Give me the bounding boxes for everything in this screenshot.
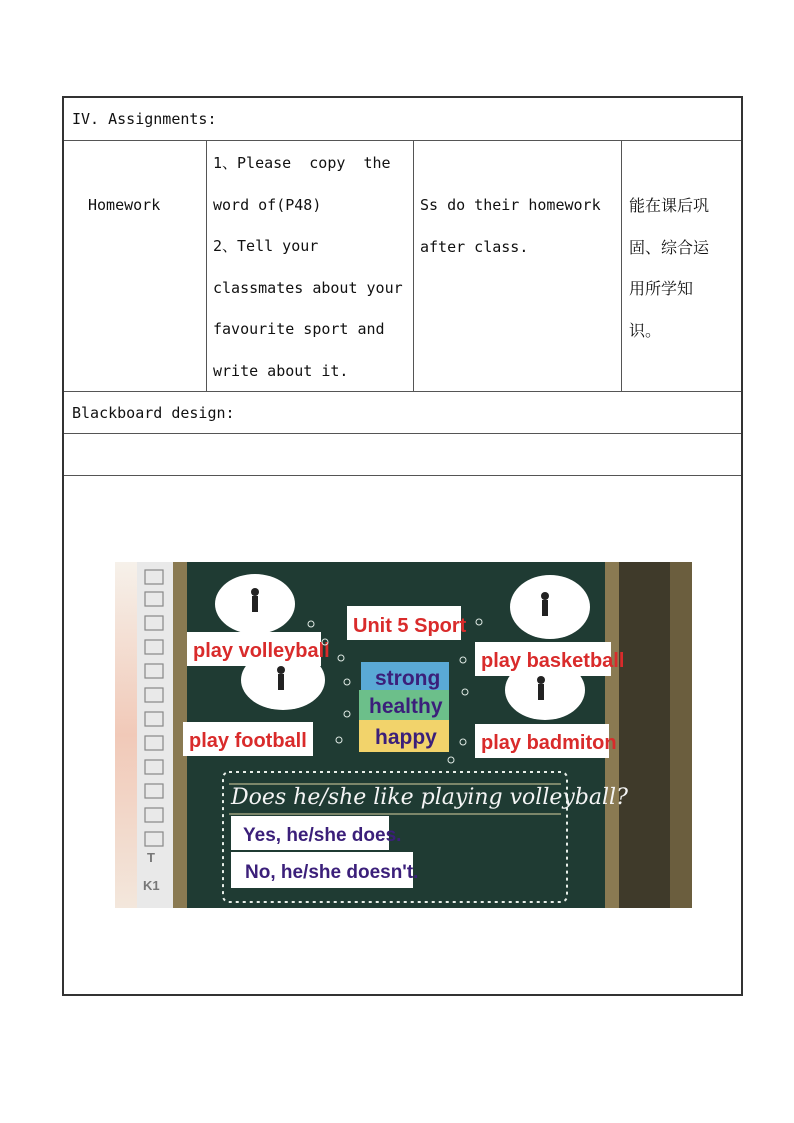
task-line: 2、Tell your xyxy=(213,237,319,255)
purpose-line: 固、综合运 xyxy=(629,237,710,257)
empty-row xyxy=(64,434,741,476)
toolbar-label-k1: K1 xyxy=(143,878,160,893)
teaching-purpose xyxy=(629,185,709,351)
adjective-label: strong xyxy=(375,667,441,690)
task-line: classmates about your xyxy=(213,278,403,297)
homework-tasks xyxy=(213,143,403,392)
task-line: word of(P48) xyxy=(213,195,322,214)
homework-label: Homework xyxy=(88,196,161,214)
student-activity xyxy=(420,185,601,268)
assignments-heading-row xyxy=(64,98,741,141)
purpose-line: 用所学知 xyxy=(629,279,694,298)
activity-label: play basketball xyxy=(481,650,625,672)
adjective-label: happy xyxy=(375,726,437,749)
toolbar-label-t: T xyxy=(147,850,155,865)
blackboard-heading: Blackboard design: xyxy=(72,404,235,422)
adjective-label: healthy xyxy=(369,695,443,718)
blackboard-image xyxy=(115,562,692,908)
activity-label: play badmiton xyxy=(481,732,617,754)
board-question: Does he/she like playing volleyball? xyxy=(231,785,628,810)
activity-label: play volleyball xyxy=(193,640,330,662)
homework-row xyxy=(64,141,741,392)
answer-label: No, he/she doesn't. xyxy=(245,862,419,883)
activity-line: Ss do their homework xyxy=(420,196,601,214)
task-line: 1、Please copy the xyxy=(213,154,391,172)
column-divider xyxy=(206,141,207,391)
blackboard-heading-row xyxy=(64,392,741,434)
task-line: write about it. xyxy=(213,361,349,380)
task-line: favourite sport and xyxy=(213,320,385,338)
purpose-line: 识。 xyxy=(629,320,662,340)
board-title: Unit 5 Sport xyxy=(353,615,467,637)
answer-label: Yes, he/she does. xyxy=(243,825,402,846)
purpose-line: 能在课后巩 xyxy=(629,196,710,215)
assignments-heading: IV. Assignments: xyxy=(72,110,217,128)
activity-label: play football xyxy=(189,730,307,752)
column-divider xyxy=(413,141,414,391)
activity-line: after class. xyxy=(420,237,529,256)
blackboard-photo xyxy=(115,562,692,908)
column-divider xyxy=(621,141,622,391)
